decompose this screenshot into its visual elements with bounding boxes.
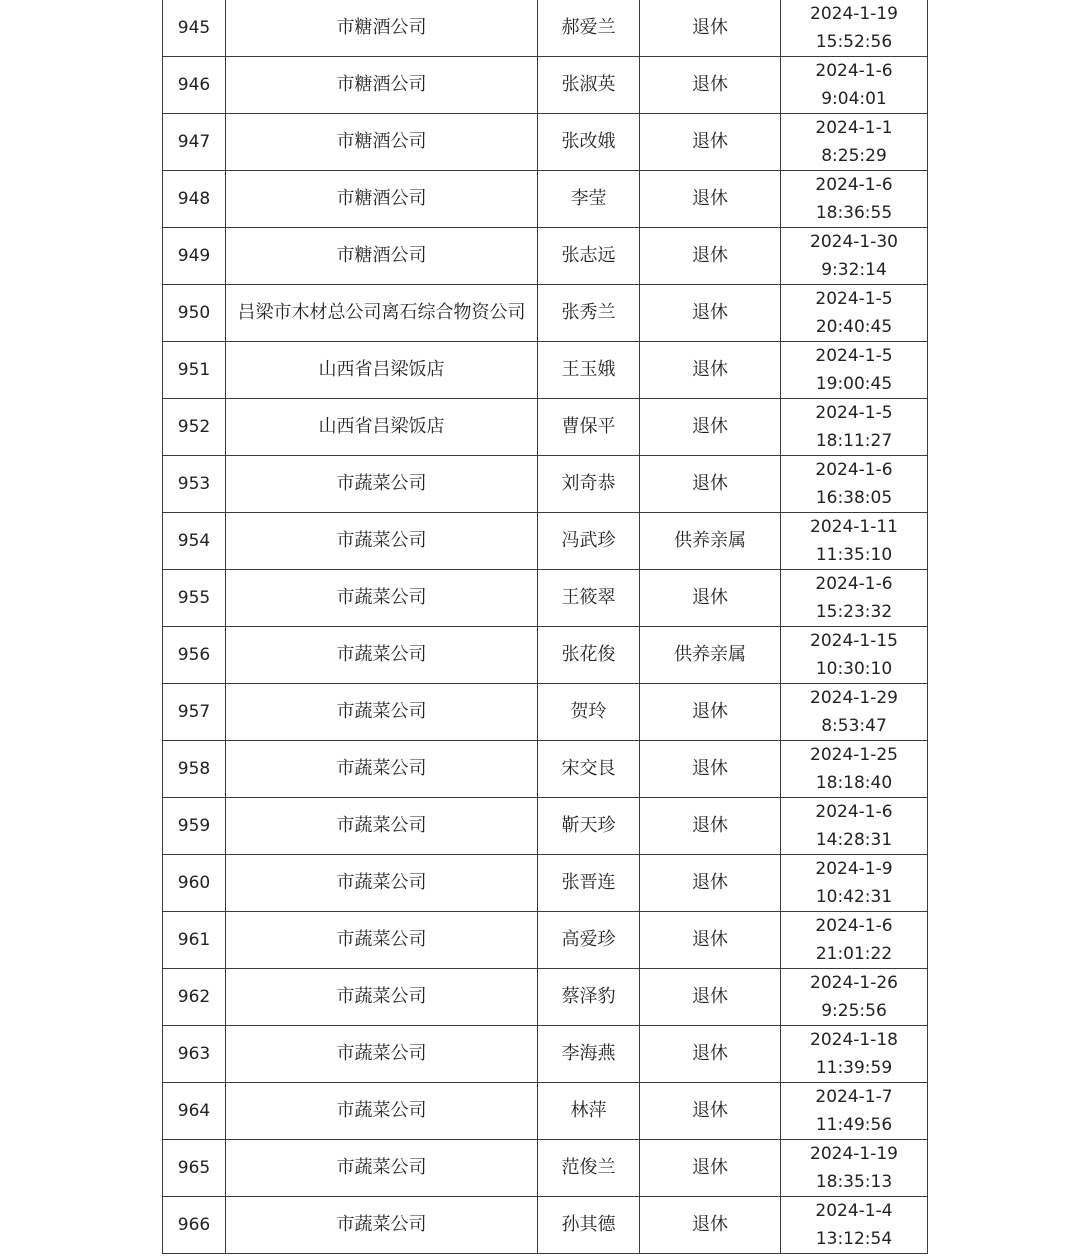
- row-number: 961: [163, 912, 226, 969]
- table-row: [163, 399, 928, 456]
- category-cell: 退休: [640, 399, 781, 456]
- category-cell: 供养亲属: [640, 513, 781, 570]
- organization-cell: 市糖酒公司: [226, 171, 538, 228]
- row-number: 948: [163, 171, 226, 228]
- category-cell: 退休: [640, 1026, 781, 1083]
- timestamp-cell: [781, 57, 928, 114]
- date-text: 2024-1-1: [815, 118, 893, 138]
- organization-cell: 山西省吕梁饭店: [226, 399, 538, 456]
- person-name-cell: 张秀兰: [538, 285, 640, 342]
- table-row: [163, 0, 928, 57]
- person-name-cell: 高爱珍: [538, 912, 640, 969]
- organization-cell: 市蔬菜公司: [226, 456, 538, 513]
- row-number: 963: [163, 1026, 226, 1083]
- row-number: 959: [163, 798, 226, 855]
- category-cell: 供养亲属: [640, 627, 781, 684]
- date-text: 2024-1-6: [815, 574, 893, 594]
- timestamp-cell: [781, 285, 928, 342]
- table-row: [163, 627, 928, 684]
- row-number: 957: [163, 684, 226, 741]
- category-cell: 退休: [640, 570, 781, 627]
- date-text: 2024-1-6: [815, 175, 893, 195]
- person-name-cell: 郝爱兰: [538, 0, 640, 57]
- person-name-cell: 蔡泽豹: [538, 969, 640, 1026]
- date-text: 2024-1-19: [810, 4, 898, 24]
- category-cell: 退休: [640, 912, 781, 969]
- table-row: [163, 285, 928, 342]
- timestamp-cell: [781, 741, 928, 798]
- row-number: 949: [163, 228, 226, 285]
- person-name-cell: 冯武珍: [538, 513, 640, 570]
- table-row: [163, 912, 928, 969]
- organization-cell: 市糖酒公司: [226, 57, 538, 114]
- category-cell: 退休: [640, 456, 781, 513]
- person-name-cell: 张晋连: [538, 855, 640, 912]
- table-row: [163, 456, 928, 513]
- row-number: 953: [163, 456, 226, 513]
- time-text: 10:42:31: [815, 887, 893, 907]
- time-text: 8:53:47: [821, 716, 887, 736]
- date-text: 2024-1-6: [815, 61, 893, 81]
- person-name-cell: 贺玲: [538, 684, 640, 741]
- row-number: 962: [163, 969, 226, 1026]
- date-text: 2024-1-19: [810, 1144, 898, 1164]
- table-row: [163, 570, 928, 627]
- category-cell: 退休: [640, 114, 781, 171]
- timestamp-cell: [781, 855, 928, 912]
- timestamp-cell: [781, 570, 928, 627]
- category-cell: 退休: [640, 1197, 781, 1254]
- date-text: 2024-1-18: [810, 1030, 898, 1050]
- table-row: [163, 798, 928, 855]
- row-number: 951: [163, 342, 226, 399]
- category-cell: 退休: [640, 855, 781, 912]
- time-text: 8:25:29: [821, 146, 887, 166]
- timestamp-cell: [781, 513, 928, 570]
- organization-cell: 市蔬菜公司: [226, 741, 538, 798]
- row-number: 952: [163, 399, 226, 456]
- category-cell: 退休: [640, 1140, 781, 1197]
- organization-cell: 市蔬菜公司: [226, 1197, 538, 1254]
- timestamp-cell: [781, 171, 928, 228]
- date-text: 2024-1-6: [815, 916, 893, 936]
- person-name-cell: 靳天珍: [538, 798, 640, 855]
- category-cell: 退休: [640, 969, 781, 1026]
- table-row: [163, 969, 928, 1026]
- time-text: 18:18:40: [815, 773, 893, 793]
- person-name-cell: 曹保平: [538, 399, 640, 456]
- row-number: 954: [163, 513, 226, 570]
- category-cell: 退休: [640, 285, 781, 342]
- table-row: [163, 228, 928, 285]
- organization-cell: [226, 285, 538, 342]
- date-text: 2024-1-25: [810, 745, 898, 765]
- organization-cell: 市蔬菜公司: [226, 912, 538, 969]
- table-row: [163, 513, 928, 570]
- records-table: [162, 0, 928, 1254]
- organization-cell: 市糖酒公司: [226, 0, 538, 57]
- row-number: 956: [163, 627, 226, 684]
- date-text: 2024-1-30: [810, 232, 898, 252]
- person-name-cell: 王筱翠: [538, 570, 640, 627]
- time-text: 18:35:13: [815, 1172, 893, 1192]
- timestamp-cell: [781, 456, 928, 513]
- date-text: 2024-1-6: [815, 460, 893, 480]
- row-number: 958: [163, 741, 226, 798]
- time-text: 11:35:10: [815, 545, 893, 565]
- organization-cell: 市蔬菜公司: [226, 627, 538, 684]
- timestamp-cell: [781, 627, 928, 684]
- row-number: 960: [163, 855, 226, 912]
- time-text: 11:49:56: [815, 1115, 893, 1135]
- time-text: 18:36:55: [815, 203, 893, 223]
- table-row: [163, 114, 928, 171]
- date-text: 2024-1-9: [815, 859, 893, 879]
- table-row: [163, 1140, 928, 1197]
- person-name-cell: 李海燕: [538, 1026, 640, 1083]
- category-cell: 退休: [640, 798, 781, 855]
- date-text: 2024-1-29: [810, 688, 898, 708]
- organization-cell: 山西省吕梁饭店: [226, 342, 538, 399]
- row-number: 945: [163, 0, 226, 57]
- row-number: 966: [163, 1197, 226, 1254]
- organization-cell: 市蔬菜公司: [226, 798, 538, 855]
- category-cell: 退休: [640, 228, 781, 285]
- row-number: 965: [163, 1140, 226, 1197]
- date-text: 2024-1-5: [815, 289, 893, 309]
- records-table-body: [163, 0, 928, 1254]
- timestamp-cell: [781, 1197, 928, 1254]
- person-name-cell: 范俊兰: [538, 1140, 640, 1197]
- table-row: [163, 171, 928, 228]
- table-row: [163, 741, 928, 798]
- time-text: 19:00:45: [815, 374, 893, 394]
- timestamp-cell: [781, 342, 928, 399]
- time-text: 20:40:45: [815, 317, 893, 337]
- table-row: [163, 57, 928, 114]
- timestamp-cell: [781, 969, 928, 1026]
- time-text: 21:01:22: [815, 944, 893, 964]
- table-row: [163, 855, 928, 912]
- organization-cell: 市蔬菜公司: [226, 1083, 538, 1140]
- table-row: [163, 684, 928, 741]
- date-text: 2024-1-15: [810, 631, 898, 651]
- person-name-cell: 张淑英: [538, 57, 640, 114]
- timestamp-cell: [781, 0, 928, 57]
- timestamp-cell: [781, 1140, 928, 1197]
- category-cell: 退休: [640, 342, 781, 399]
- person-name-cell: 宋交艮: [538, 741, 640, 798]
- time-text: 15:23:32: [815, 602, 893, 622]
- time-text: 9:25:56: [821, 1001, 887, 1021]
- time-text: 10:30:10: [815, 659, 893, 679]
- time-text: 16:38:05: [815, 488, 893, 508]
- date-text: 2024-1-6: [815, 802, 893, 822]
- person-name-cell: 刘奇恭: [538, 456, 640, 513]
- category-cell: 退休: [640, 171, 781, 228]
- table-row: [163, 1197, 928, 1254]
- date-text: 2024-1-11: [810, 517, 898, 537]
- table-row: [163, 342, 928, 399]
- time-text: 14:28:31: [815, 830, 893, 850]
- person-name-cell: 李莹: [538, 171, 640, 228]
- organization-cell: 市蔬菜公司: [226, 684, 538, 741]
- organization-cell: 市蔬菜公司: [226, 1026, 538, 1083]
- person-name-cell: 张改娥: [538, 114, 640, 171]
- time-text: 9:32:14: [821, 260, 887, 280]
- timestamp-cell: [781, 684, 928, 741]
- timestamp-cell: [781, 114, 928, 171]
- row-number: 950: [163, 285, 226, 342]
- date-text: 2024-1-5: [815, 403, 893, 423]
- date-text: 2024-1-5: [815, 346, 893, 366]
- time-text: 9:04:01: [821, 89, 887, 109]
- row-number: 955: [163, 570, 226, 627]
- organization-text: 吕梁市木材总公司离石综合物资公司: [237, 302, 526, 323]
- table-row: [163, 1026, 928, 1083]
- organization-cell: 市糖酒公司: [226, 228, 538, 285]
- time-text: 11:39:59: [815, 1058, 893, 1078]
- time-text: 15:52:56: [815, 32, 893, 52]
- category-cell: 退休: [640, 57, 781, 114]
- timestamp-cell: [781, 1026, 928, 1083]
- timestamp-cell: [781, 228, 928, 285]
- organization-cell: 市蔬菜公司: [226, 855, 538, 912]
- organization-cell: 市蔬菜公司: [226, 570, 538, 627]
- organization-cell: 市糖酒公司: [226, 114, 538, 171]
- organization-cell: 市蔬菜公司: [226, 1140, 538, 1197]
- person-name-cell: 林萍: [538, 1083, 640, 1140]
- timestamp-cell: [781, 912, 928, 969]
- person-name-cell: 张花俊: [538, 627, 640, 684]
- row-number: 947: [163, 114, 226, 171]
- timestamp-cell: [781, 399, 928, 456]
- timestamp-cell: [781, 798, 928, 855]
- table-row: [163, 1083, 928, 1140]
- category-cell: 退休: [640, 741, 781, 798]
- time-text: 18:11:27: [815, 431, 893, 451]
- row-number: 964: [163, 1083, 226, 1140]
- person-name-cell: 王玉娥: [538, 342, 640, 399]
- date-text: 2024-1-7: [815, 1087, 893, 1107]
- category-cell: 退休: [640, 684, 781, 741]
- category-cell: 退休: [640, 0, 781, 57]
- organization-cell: 市蔬菜公司: [226, 969, 538, 1026]
- date-text: 2024-1-26: [810, 973, 898, 993]
- date-text: 2024-1-4: [815, 1201, 893, 1221]
- time-text: 13:12:54: [815, 1229, 893, 1249]
- timestamp-cell: [781, 1083, 928, 1140]
- organization-cell: 市蔬菜公司: [226, 513, 538, 570]
- category-cell: 退休: [640, 1083, 781, 1140]
- row-number: 946: [163, 57, 226, 114]
- person-name-cell: 张志远: [538, 228, 640, 285]
- person-name-cell: 孙其德: [538, 1197, 640, 1254]
